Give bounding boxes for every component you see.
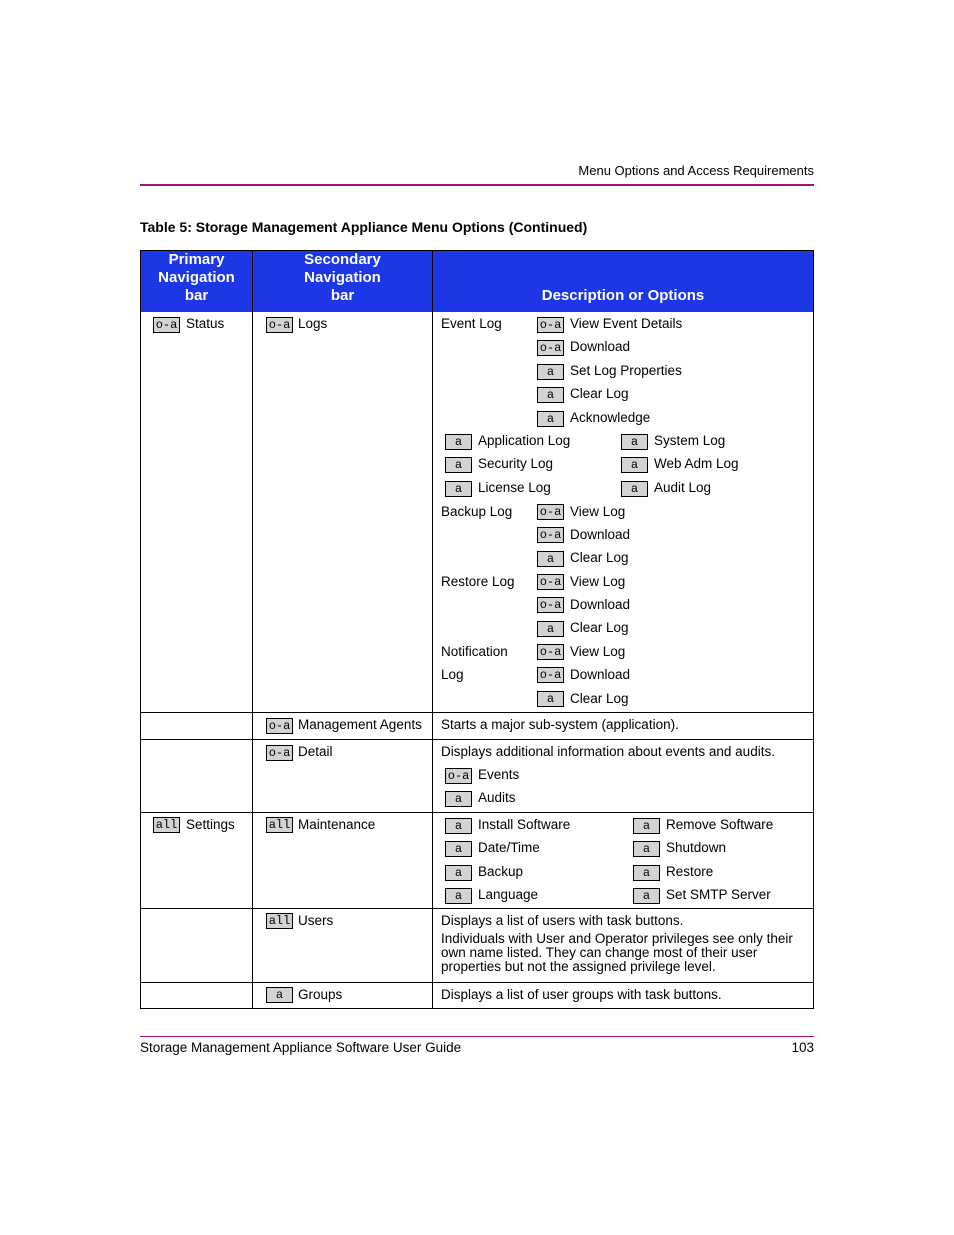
event-log-label: Event Log xyxy=(441,316,502,331)
access-badge: a xyxy=(445,865,472,881)
access-badge: a xyxy=(445,457,472,473)
access-badge: o-a xyxy=(445,768,472,784)
option-label: Install Software xyxy=(478,817,571,832)
option-label: View Log xyxy=(570,504,626,519)
access-badge: o-a xyxy=(537,340,564,356)
option-label: Set Log Properties xyxy=(570,363,682,378)
option-label: Web Adm Log xyxy=(654,456,739,471)
header-secondary-line: Navigation xyxy=(304,269,381,286)
secondary-nav-maintenance: Maintenance xyxy=(298,817,376,832)
access-badge: o-a xyxy=(266,745,293,761)
option-label: Security Log xyxy=(478,456,554,471)
primary-nav-settings: Settings xyxy=(186,817,235,832)
access-badge: a xyxy=(633,888,660,904)
access-badge: all xyxy=(266,817,293,833)
option-label: System Log xyxy=(654,433,726,448)
option-label: Shutdown xyxy=(666,840,727,855)
access-badge: o-a xyxy=(537,317,564,333)
footer-title: Storage Management Appliance Software User Guide xyxy=(140,1040,462,1055)
option-label: View Event Details xyxy=(570,316,683,331)
access-badge: a xyxy=(537,411,564,427)
footer-rule xyxy=(140,1036,814,1037)
option-label: View Log xyxy=(570,574,626,589)
backup-log-label: Backup Log xyxy=(441,504,513,519)
description-text: Displays a list of users with task buttons. xyxy=(441,913,684,928)
access-badge: a xyxy=(266,987,293,1003)
header-primary xyxy=(141,251,252,312)
description-text: Displays a list of user groups with task buttons. xyxy=(441,987,722,1002)
header-secondary xyxy=(253,251,432,312)
access-badge: o-a xyxy=(537,667,564,683)
access-badge: a xyxy=(633,841,660,857)
description-text: Starts a major sub-system (application). xyxy=(441,717,679,732)
access-badge: a xyxy=(633,818,660,834)
primary-nav-status: Status xyxy=(186,316,225,331)
option-label: Download xyxy=(570,667,631,682)
access-badge: a xyxy=(445,818,472,834)
table-header-row xyxy=(141,251,813,312)
access-badge: o-a xyxy=(266,317,293,333)
option-label: Download xyxy=(570,527,631,542)
menu-options-table xyxy=(140,250,814,1009)
option-label: Audits xyxy=(478,790,516,805)
row-divider xyxy=(141,982,813,983)
description-paragraph: Individuals with User and Operator privileges see only their own name listed. They can change most of their user properties but not the assigned privilege level. xyxy=(441,931,793,974)
access-badge: o-a xyxy=(537,504,564,520)
access-badge: a xyxy=(445,888,472,904)
access-badge: a xyxy=(621,434,648,450)
access-badge: a xyxy=(537,387,564,403)
option-label: View Log xyxy=(570,644,626,659)
secondary-nav-detail: Detail xyxy=(298,744,333,759)
option-label: Acknowledge xyxy=(570,410,651,425)
access-badge: o-a xyxy=(537,644,564,660)
row-divider xyxy=(141,812,813,813)
option-label: Events xyxy=(478,767,520,782)
header-secondary-line: Secondary xyxy=(304,251,381,268)
access-badge: a xyxy=(537,621,564,637)
access-badge: a xyxy=(445,434,472,450)
notification-log-label: Notification xyxy=(441,644,508,659)
column-divider xyxy=(252,251,253,1008)
access-badge: o-a xyxy=(537,527,564,543)
access-badge: o-a xyxy=(153,317,180,333)
access-badge: a xyxy=(537,551,564,567)
column-divider xyxy=(432,251,433,1008)
access-badge: o-a xyxy=(537,597,564,613)
access-badge: all xyxy=(153,817,180,833)
option-label: Backup xyxy=(478,864,524,879)
option-label: Audit Log xyxy=(654,480,712,495)
row-divider xyxy=(141,739,813,740)
option-label: Set SMTP Server xyxy=(666,887,771,902)
notification-log-label: Log xyxy=(441,667,464,682)
row-divider xyxy=(141,712,813,713)
option-label: License Log xyxy=(478,480,551,495)
option-label: Restore xyxy=(666,864,714,879)
option-label: Language xyxy=(478,887,539,902)
access-badge: a xyxy=(445,481,472,497)
header-secondary-line: bar xyxy=(330,287,355,304)
running-header: Menu Options and Access Requirements xyxy=(578,163,814,178)
access-badge: all xyxy=(266,913,293,929)
option-label: Clear Log xyxy=(570,550,629,565)
access-badge: o-a xyxy=(266,718,293,734)
secondary-nav-logs: Logs xyxy=(298,316,328,331)
header-description-text: Description or Options xyxy=(541,287,705,304)
access-badge: a xyxy=(537,364,564,380)
header-description xyxy=(433,251,813,312)
header-primary-line: Primary xyxy=(168,251,225,268)
table-caption: Table 5: Storage Management Appliance Menu Options (Continued) xyxy=(140,219,588,235)
secondary-nav-users: Users xyxy=(298,913,334,928)
option-label: Application Log xyxy=(478,433,571,448)
header-primary-line: bar xyxy=(184,287,209,304)
access-badge: a xyxy=(633,865,660,881)
access-badge: a xyxy=(445,841,472,857)
secondary-nav-groups: Groups xyxy=(298,987,343,1002)
access-badge: a xyxy=(537,691,564,707)
access-badge: a xyxy=(445,791,472,807)
access-badge: o-a xyxy=(537,574,564,590)
option-label: Clear Log xyxy=(570,620,629,635)
access-badge: a xyxy=(621,457,648,473)
header-rule xyxy=(140,184,814,186)
option-label: Clear Log xyxy=(570,386,629,401)
option-label: Clear Log xyxy=(570,691,629,706)
option-label: Date/Time xyxy=(478,840,540,855)
secondary-nav-management-agents: Management Agents xyxy=(298,717,422,732)
option-label: Download xyxy=(570,339,631,354)
page-number: 103 xyxy=(791,1040,814,1055)
description-text: Displays additional information about events and audits. xyxy=(441,744,775,759)
access-badge: a xyxy=(621,481,648,497)
restore-log-label: Restore Log xyxy=(441,574,515,589)
row-divider xyxy=(141,908,813,909)
option-label: Download xyxy=(570,597,631,612)
option-label: Remove Software xyxy=(666,817,774,832)
header-primary-line: Navigation xyxy=(158,269,235,286)
